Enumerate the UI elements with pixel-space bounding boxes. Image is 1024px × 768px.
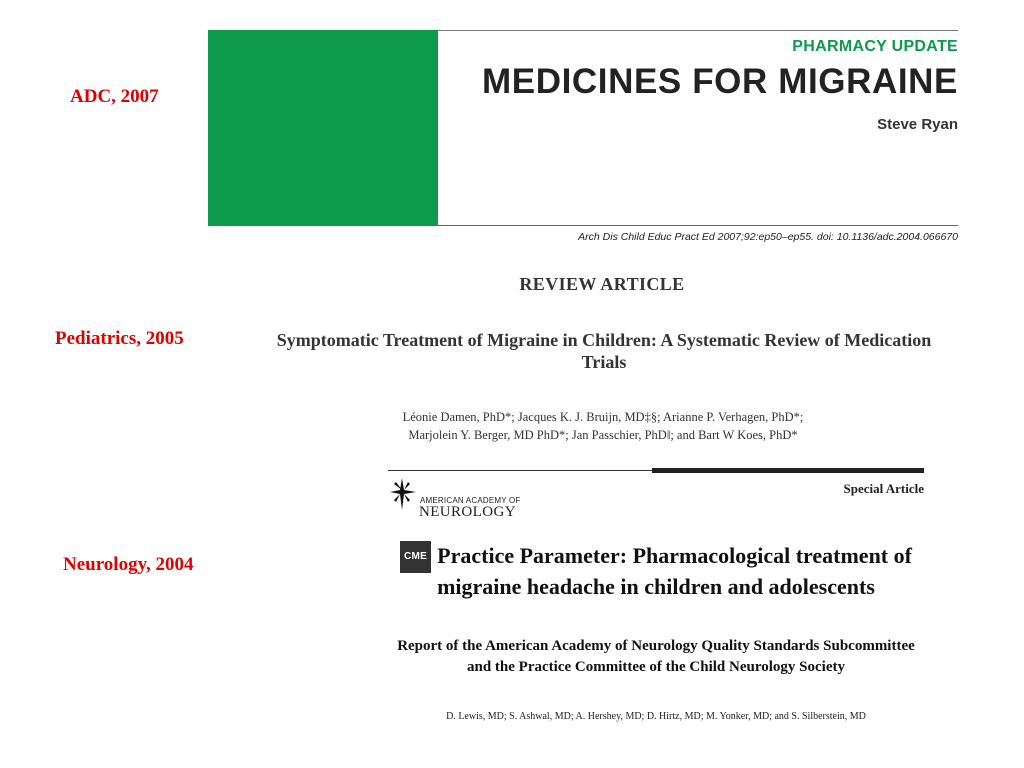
neurology-title-text: Practice Parameter: Pharmacological treatment of migraine headache in children and adolescents	[437, 543, 912, 599]
pediatrics-authors-line-1: Léonie Damen, PhD*; Jacques K. J. Bruijn, MD‡§; Arianne P. Verhagen, PhD*;	[402, 410, 804, 424]
aan-logo-small-text: AMERICAN ACADEMY OF	[420, 496, 521, 505]
neurology-title	[388, 541, 924, 601]
source-label-adc: ADC, 2007	[70, 86, 159, 107]
cme-badge: CME	[400, 541, 431, 573]
aan-logo-big-text: NEUROLOGY	[419, 504, 516, 520]
pediatrics-authors-line-2: Marjolein Y. Berger, MD PhD*; Jan Passchier, PhD‖; and Bart W Koes, PhD*	[408, 428, 798, 442]
source-label-neurology: Neurology, 2004	[63, 554, 194, 575]
source-label-pediatrics: Pediatrics, 2005	[55, 328, 184, 349]
pediatrics-authors	[330, 408, 876, 444]
neurology-subtitle: Report of the American Academy of Neurology Quality Standards Subcommittee and the Practice Committee of the Child Neurology Society	[397, 638, 915, 675]
aan-logo	[388, 476, 558, 524]
adc-bottom-rule	[208, 225, 958, 226]
adc-section-label: PHARMACY UPDATE	[792, 38, 958, 55]
adc-author: Steve Ryan	[877, 116, 958, 133]
adc-article-header	[208, 30, 958, 226]
adc-article-title: MEDICINES FOR MIGRAINE	[482, 62, 958, 101]
aan-star-icon	[388, 476, 418, 512]
neurology-authors: D. Lewis, MD; S. Ashwal, MD; A. Hershey, MD; D. Hirtz, MD; M. Yonker, MD; and S. Silberstein, MD	[446, 711, 866, 722]
neurology-article-type: Special Article	[843, 481, 924, 496]
adc-top-rule	[438, 30, 958, 31]
neurology-thick-rule	[652, 468, 924, 473]
pediatrics-kicker: REVIEW ARTICLE	[519, 274, 685, 294]
adc-green-block	[208, 30, 438, 226]
pediatrics-title: Symptomatic Treatment of Migraine in Children: A Systematic Review of Medication Trials	[276, 330, 932, 372]
adc-citation: Arch Dis Child Educ Pract Ed 2007;92:ep50–ep55. doi: 10.1136/adc.2004.066670	[578, 231, 958, 243]
neurology-thin-rule	[388, 470, 652, 471]
